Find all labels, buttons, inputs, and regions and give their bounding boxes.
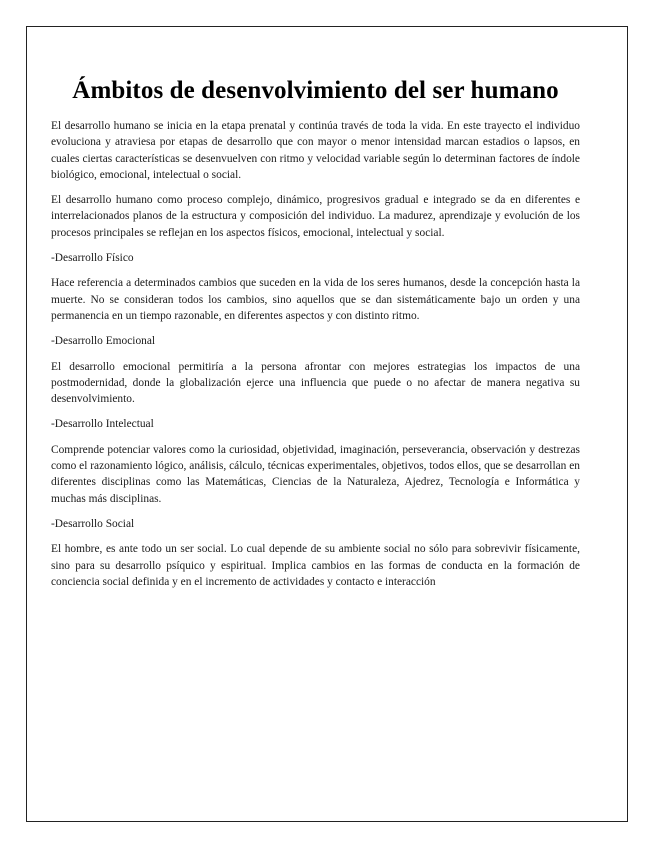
section-text-social: El hombre, es ante todo un ser social. Lo cual depende de su ambiente social no sólo para sobrevivir físicamente, sino para su desarrollo psíquico y espiritual. Implica cambios en las formas de conducta en la formación de conciencia social definida y en el incremento de actividades y contacto e interacción	[51, 543, 580, 588]
intro-paragraph-1: El desarrollo humano se inicia en la etapa prenatal y continúa través de toda la vida. En este trayecto el individuo evoluciona y atraviesa por etapas de desarrollo que con mayor o menor intensidad marcan estadios o lapsos, en cuales ciertas características se desenvuelven con ritmo y velocidad variable según lo determinan factores de índole biológico, emocional, intelectual o social.	[51, 120, 580, 181]
section-text-intelectual: Comprende potenciar valores como la curiosidad, objetividad, imaginación, perseverancia, observación y destrezas como el razonamiento lógico, análisis, cálculo, técnicas experimentales, objetivos, todos ellos, que se desarrollan en diferentes disciplinas como las Matemáticas, Ciencias de la Naturaleza, Ajedrez, Tecnología e Informática y muchas más disciplinas.	[51, 443, 580, 505]
section-heading-emocional: -Desarrollo Emocional	[51, 335, 156, 348]
intro-paragraph-2: El desarrollo humano como proceso complejo, dinámico, progresivos gradual e integrado se da en diferentes e interrelacionados planos de la estructura y composición del individuo. La madurez, aprendizaje y evolución de los procesos principales se reflejan en los aspectos físicos, emocional, intelectual y social.	[51, 194, 580, 239]
section-heading-social: -Desarrollo Social	[51, 517, 135, 530]
section-heading-intelectual: -Desarrollo Intelectual	[51, 418, 154, 431]
document-title: Ámbitos de desenvolvimiento del ser humano	[72, 77, 559, 104]
document-content	[51, 76, 580, 599]
section-text-emocional: El desarrollo emocional permitiría a la persona afrontar con mejores estrategias los impactos de una postmodernidad, donde la globalización ejerce una influencia que puede o no afectar de manera negativa su desenvolvimiento.	[51, 360, 580, 406]
section-heading-fisico: -Desarrollo Físico	[51, 252, 134, 265]
section-text-fisico: Hace referencia a determinados cambios que suceden en la vida de los seres humanos, desde la concepción hasta la muerte. No se consideran todos los cambios, sino aquellos que se dan sistemáticamente bajo un orden y una permanencia en un tiempo razonable, en diferentes aspectos y con distinto ritmo.	[51, 277, 580, 322]
